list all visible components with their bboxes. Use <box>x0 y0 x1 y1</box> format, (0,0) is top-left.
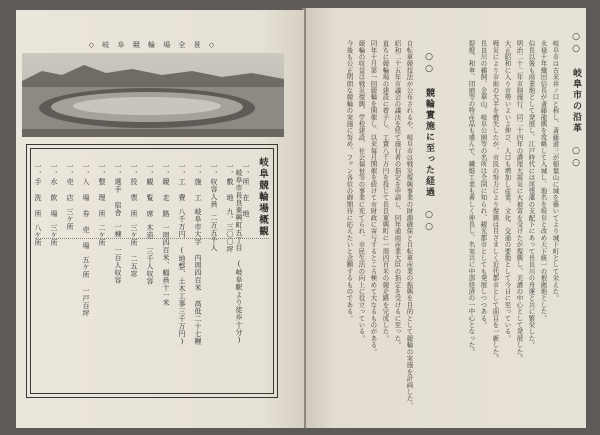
history-paragraph-line: 永禄十年織田信長が斎藤龍興を攻略して入城し、地名を岐阜と改め天下統一の根拠地とした。 <box>539 40 548 322</box>
spec-label: 一、選手 宿舎 <box>114 163 122 217</box>
spec-table <box>26 144 278 398</box>
history-paragraph-line: 明治二十二年市制施行、同二十四年の濃尾大震災に大被害を受けたが復興し、美濃の中心として発展した。 <box>515 40 524 362</box>
spec-value: 岐阜市長良東興町五丁目 (岐阜駅より徒歩十分) <box>235 169 243 345</box>
spec-label: 一、工 費 <box>178 163 186 202</box>
spec-row <box>50 163 57 383</box>
spec-row <box>34 163 41 383</box>
spec-label: 一、売 店 <box>66 163 74 202</box>
circumstances-paragraph-line: 同年十月第一回競輪を開催し、以来毎月開催を続けて市財政に寄与するところ極めて大なるものがある。 <box>369 40 378 355</box>
spec-value: 五ケ所 一戸百坪 <box>82 255 90 317</box>
spec-label: 一、入 場 券 売 場 <box>82 163 90 250</box>
spec-label: 一、施 工 <box>194 163 202 202</box>
spec-row <box>146 163 153 383</box>
history-paragraph-line: 戦災により市街の大半を焼失したが、市民の努力により復興は目ざましく近代都市として面目を一新した。 <box>491 40 500 362</box>
spec-row <box>226 163 233 383</box>
velodrome-photo <box>22 53 284 137</box>
spec-value: 岐阜市大字 内周四百米 高低二十七糎 <box>194 207 202 345</box>
spec-label: 一、投 票 所 <box>130 163 138 218</box>
spec-row <box>162 163 169 383</box>
spec-row <box>178 163 185 383</box>
spec-row <box>194 163 201 383</box>
spec-row <box>235 163 249 383</box>
spec-row <box>66 163 73 383</box>
spec-row <box>130 163 137 383</box>
spec-value: 九、三〇〇坪 <box>226 207 234 253</box>
spec-label: 一、敷 地 <box>226 163 234 202</box>
photo-caption: ◇ 岐 阜 競 輪 場 全 景 ◇ <box>88 41 218 49</box>
circumstances-paragraph-line: 直ちに競輪場の建設に着手し、工費八千万円を投じて長良東興町に一周四百米の競走路を完成した。 <box>381 40 390 342</box>
spec-value: 一棟 一百人収容 <box>114 222 122 284</box>
spec-title: 岐阜競輪場概観 <box>257 157 268 238</box>
spec-value: 一周四百米、幅員十一米 <box>162 223 170 306</box>
spec-label: 一、収容人員 <box>210 163 218 208</box>
circumstances-heading: ○○ 競輪實施に至った経過 ○○ <box>424 52 434 234</box>
history-paragraph-line: 信長以後も商業地として発展し、江戸時代には尾張藩の支配下にあって長良川の舟運と共に繁栄した。 <box>527 40 536 349</box>
spec-value: 八千万円 (地整、土木工事三千万円) <box>178 207 186 346</box>
spec-row <box>114 163 121 383</box>
history-paragraph-line: 提燈、和傘、団扇等の特産品も盛んで、繊維工業も著しく伸長し、名実共に中部経済の一中心となった。 <box>467 40 476 355</box>
spec-row <box>82 163 89 383</box>
spec-value: 二万五千人 <box>210 214 218 252</box>
spec-value: 三ケ所 <box>66 207 74 230</box>
spec-value: 三ケ所 二五窓 <box>130 223 138 277</box>
spec-value: 三ケ所 <box>50 223 58 246</box>
spec-row <box>98 163 105 383</box>
history-paragraph-line: 大正昭和に入り市勢いよいよ伸び、人口も増加し産業、文化、交通の要地として今日に至っている。 <box>503 40 512 342</box>
circumstances-paragraph-line: 競輪の収益は戦災復興、学校建設、社会福祉等の事業に充てられ、市民生活の向上に役立っている。 <box>357 40 366 342</box>
spec-value: 二ケ所 <box>98 223 106 246</box>
circumstances-paragraph-line: 今後も公正明朗な競輪の実施に努め、ファン各位の御期待に応えたいと念願するものである。 <box>345 40 354 322</box>
spec-value: 八ケ所 <box>34 223 42 246</box>
history-paragraph-line: 長良川の鵜飼、金華山、岐阜公園等の名所は全国に知られ、観光都市としても発展しつつある。 <box>479 40 488 329</box>
spec-label: 一、手 洗 所 <box>34 163 42 218</box>
spec-row <box>210 163 217 383</box>
circumstances-paragraph-line: 自転車競技法が公布されるや、岐阜市は戦災復興事業の財源確保と自転車産業の振興を目的として競輪の実施を計画した。 <box>405 40 414 409</box>
circumstances-paragraph-line: 昭和二十五年市議会の議決を経て施行者の指定を申請し、同年通商産業大臣の指定を受けるに至った。 <box>393 40 402 349</box>
history-paragraph-line: 岐阜市は古来井ノ口と称し、斎藤道三が稲葉山に城を築いてより城下町として栄えた。 <box>551 40 560 302</box>
history-heading: ○○ 岐阜市の沿革 ○○ <box>571 32 581 170</box>
spec-value: 木造 三千人収容 <box>146 223 154 285</box>
spec-label: 一、観 覧 席 <box>146 163 154 218</box>
spec-label: 一、整 理 所 <box>98 163 106 218</box>
spec-label: 一、競 走 路 <box>162 163 170 218</box>
spec-label: 一、所 在 地 <box>242 163 250 218</box>
spec-label: 一、水 飲 場 <box>50 163 58 218</box>
